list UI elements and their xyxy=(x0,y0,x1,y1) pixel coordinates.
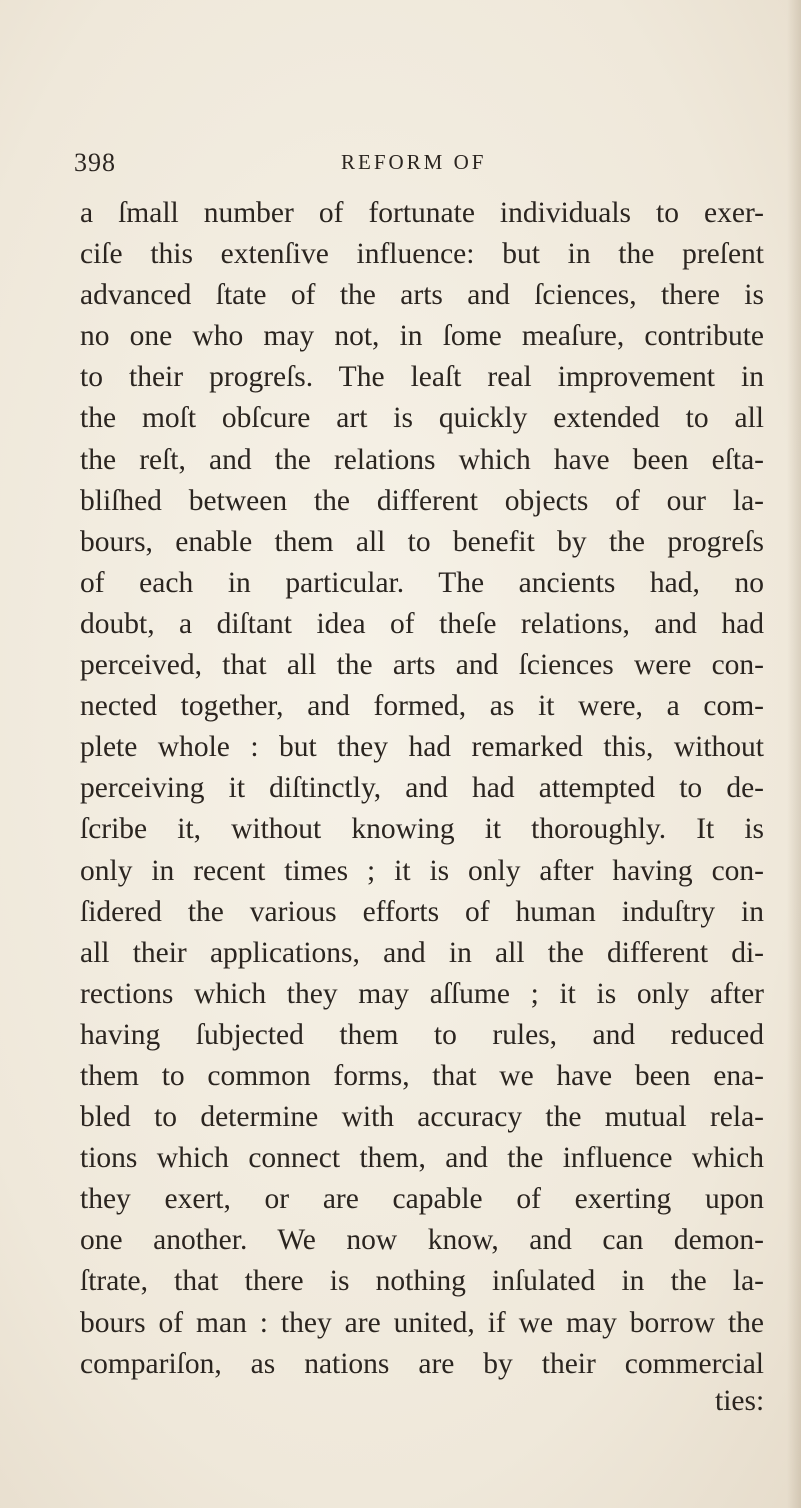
running-head: REFORM OF xyxy=(341,150,487,174)
catchword: ties: xyxy=(715,1385,765,1417)
text-line: perceived, that all the arts and ſciences were con- xyxy=(80,649,764,682)
text-line: ciſe this extenſive influence: but in the preſent xyxy=(80,238,764,271)
text-line: bled to determine with accuracy the mutual rela- xyxy=(80,1101,764,1134)
text-line: of each in particular. The ancients had, no xyxy=(80,566,764,599)
text-line: ſidered the various efforts of human induſtry in xyxy=(80,895,764,928)
text-line: all their applications, and in all the different di- xyxy=(80,936,764,969)
page-edge-shadow xyxy=(787,0,801,1508)
text-line: advanced ſtate of the arts and ſciences, there is xyxy=(80,279,764,312)
text-line: they exert, or are capable of exerting upon xyxy=(80,1183,764,1216)
text-line: rections which they may aſſume ; it is only after xyxy=(80,977,764,1010)
text-line: bours of man : they are united, if we may borrow the xyxy=(80,1306,764,1339)
text-line: bours, enable them all to benefit by the progreſs xyxy=(80,525,764,558)
text-line: one another. We now know, and can demon- xyxy=(80,1224,764,1257)
text-line: ſtrate, that there is nothing inſulated in the la- xyxy=(80,1265,764,1298)
text-line: them to common forms, that we have been ena- xyxy=(80,1059,764,1092)
text-line: the moſt obſcure art is quickly extended to all xyxy=(80,402,764,435)
text-line: only in recent times ; it is only after having con- xyxy=(80,854,764,887)
text-line: to their progreſs. The leaſt real improvement in xyxy=(80,361,764,394)
text-line: no one who may not, in ſome meaſure, contribute xyxy=(80,320,764,353)
text-line: a ſmall number of fortunate individuals to exer- xyxy=(80,197,764,229)
text-line: ſcribe it, without knowing it thoroughly. It is xyxy=(80,813,764,846)
text-line: bliſhed between the different objects of our la- xyxy=(80,484,764,517)
text-line: having ſubjected them to rules, and reduced xyxy=(80,1018,764,1051)
text-line: tions which connect them, and the influence which xyxy=(80,1142,764,1175)
text-line: perceiving it diſtinctly, and had attempted to de- xyxy=(80,772,764,805)
text-line: nected together, and formed, as it were, a com- xyxy=(80,690,764,723)
body-text xyxy=(80,193,764,1385)
text-line: the reſt, and the relations which have been eſta- xyxy=(80,443,764,476)
page-header xyxy=(74,148,754,178)
text-line: compariſon, as nations are by their commercial xyxy=(80,1347,764,1380)
text-line: doubt, a diſtant idea of theſe relations, and had xyxy=(80,607,764,640)
page-number: 398 xyxy=(74,148,116,177)
text-line: plete whole : but they had remarked this, without xyxy=(80,731,764,764)
